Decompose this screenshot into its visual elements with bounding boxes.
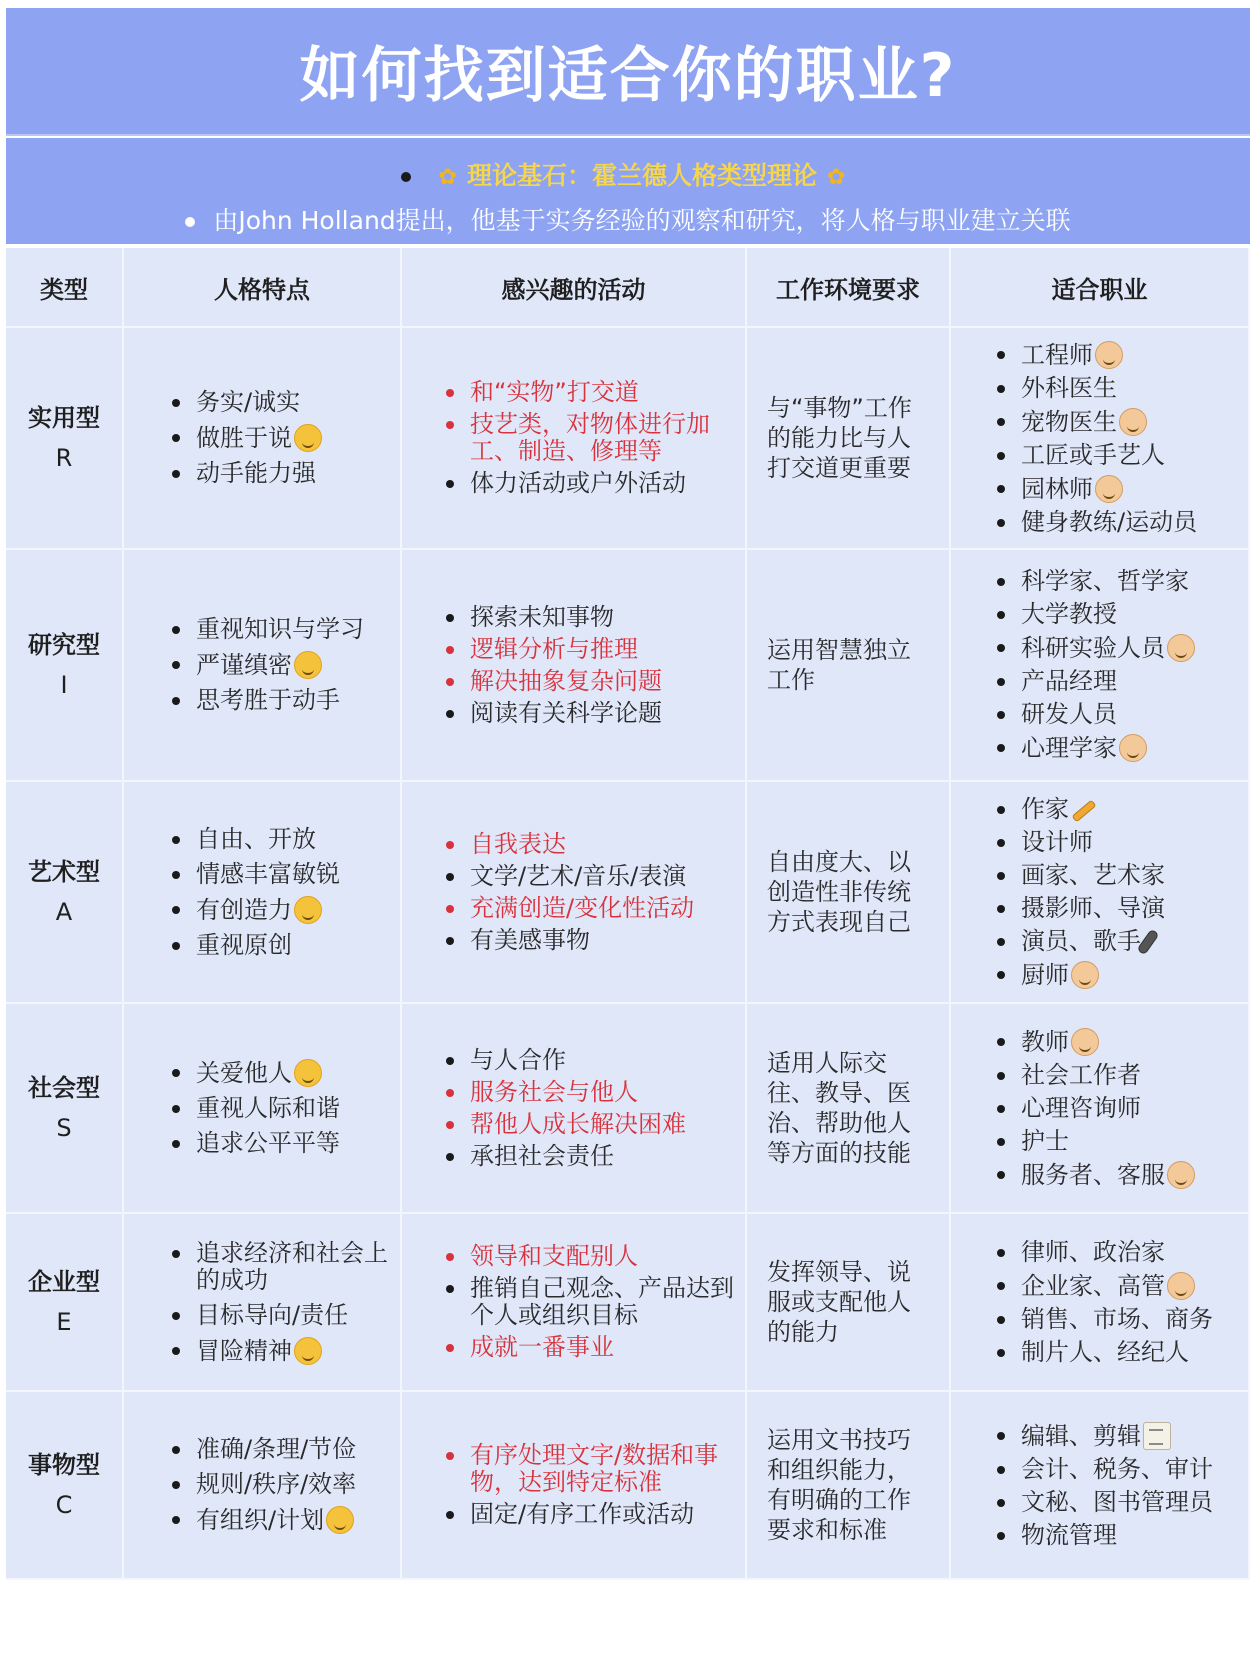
jobs-list xyxy=(951,341,1248,536)
trait-item xyxy=(164,861,400,888)
trait-text: 做胜于说 xyxy=(196,424,292,452)
job-item xyxy=(989,1272,1248,1300)
activities-list xyxy=(402,379,745,497)
type-code: A xyxy=(55,898,73,926)
jobs-list xyxy=(951,1028,1248,1189)
bullet-dot xyxy=(401,172,411,182)
theory-text: 理论基石：霍兰德人格类型理论 xyxy=(466,161,817,190)
job-item xyxy=(989,796,1248,823)
activities-cell xyxy=(402,1214,747,1392)
trait-text: 自由、开放 xyxy=(196,824,316,853)
face-emoji-icon xyxy=(294,896,322,924)
trait-text: 追求公平平等 xyxy=(196,1129,340,1157)
job-text: 健身教练/运动员 xyxy=(1021,507,1198,536)
activity-item: 探索未知事物 xyxy=(438,604,745,631)
trait-text: 重视原创 xyxy=(196,930,292,959)
job-text: 会计、税务、审计 xyxy=(1021,1454,1213,1483)
trait-text: 重视知识与学习 xyxy=(196,615,364,643)
job-item xyxy=(989,509,1248,536)
activity-item: 解决抽象复杂问题 xyxy=(438,668,745,695)
activities-list xyxy=(402,1243,745,1361)
environment-cell: 适用人际交往、教导、医治、帮助他人等方面的技能 xyxy=(747,1004,951,1214)
traits-cell xyxy=(124,550,402,782)
trait-text: 规则/秩序/效率 xyxy=(196,1470,357,1498)
table-row xyxy=(6,328,1250,550)
person-emoji-icon xyxy=(1119,734,1147,762)
description-item xyxy=(6,199,1250,242)
environment-cell: 发挥领导、说服或支配他人的能力 xyxy=(747,1214,951,1392)
trait-text: 准确/条理/节俭 xyxy=(196,1435,357,1463)
job-text: 律师、政治家 xyxy=(1021,1237,1165,1266)
type-cell xyxy=(6,1214,124,1392)
pencil-emoji-icon xyxy=(1071,799,1096,822)
job-item xyxy=(989,601,1248,628)
trait-text: 重视人际和谐 xyxy=(196,1094,340,1122)
type-code: R xyxy=(55,444,73,472)
person-emoji-icon xyxy=(1071,961,1099,989)
activity-item: 有美感事物 xyxy=(438,927,745,954)
job-text: 外科医生 xyxy=(1021,373,1117,402)
type-name: 艺术型 xyxy=(28,858,100,886)
type-code: S xyxy=(56,1114,72,1142)
trait-item xyxy=(164,1240,400,1294)
trait-item xyxy=(164,460,400,487)
header-row xyxy=(6,248,1250,328)
activity-item: 技艺类，对物体进行加工、制造、修理等 xyxy=(438,411,745,465)
environment-cell: 与“事物”工作的能力比与人打交道更重要 xyxy=(747,328,951,550)
holland-table xyxy=(6,248,1250,1580)
job-text: 设计师 xyxy=(1021,827,1093,856)
jobs-list xyxy=(951,1422,1248,1549)
job-text: 服务者、客服 xyxy=(1021,1160,1165,1189)
activities-list xyxy=(402,1047,745,1170)
trait-item xyxy=(164,1337,400,1365)
job-item xyxy=(989,408,1248,436)
job-item xyxy=(989,1239,1248,1266)
header-type: 类型 xyxy=(6,248,124,328)
job-item xyxy=(989,895,1248,922)
type-name: 实用型 xyxy=(28,404,100,432)
trait-item xyxy=(164,1506,400,1534)
trait-text: 有组织/计划 xyxy=(196,1506,325,1534)
theory-item xyxy=(6,154,1250,199)
table-row xyxy=(6,1004,1250,1214)
activities-cell xyxy=(402,550,747,782)
job-item xyxy=(989,375,1248,402)
type-code: I xyxy=(60,671,68,699)
job-item xyxy=(989,1062,1248,1089)
job-item xyxy=(989,734,1248,762)
person-emoji-icon xyxy=(1095,475,1123,503)
person-emoji-icon xyxy=(1071,1028,1099,1056)
trait-text: 动手能力强 xyxy=(196,459,316,487)
traits-list xyxy=(124,616,400,714)
type-cell xyxy=(6,782,124,1004)
activities-cell xyxy=(402,782,747,1004)
job-text: 演员、歌手 xyxy=(1021,926,1141,955)
header-traits: 人格特点 xyxy=(124,248,402,328)
sunflower-icon: ✿ xyxy=(827,165,846,190)
activities-cell xyxy=(402,1004,747,1214)
trait-item xyxy=(164,1130,400,1157)
trait-item xyxy=(164,1471,400,1498)
traits-list xyxy=(124,1240,400,1365)
person-emoji-icon xyxy=(1167,634,1195,662)
job-item xyxy=(989,1456,1248,1483)
trait-text: 严谨缜密 xyxy=(196,651,292,679)
trait-text: 目标导向/责任 xyxy=(196,1300,349,1329)
page-title: 如何找到适合你的职业? xyxy=(299,41,957,111)
environment-cell: 自由度大、以创造性非传统方式表现自己 xyxy=(747,782,951,1004)
job-text: 社会工作者 xyxy=(1021,1060,1141,1089)
job-text: 厨师 xyxy=(1021,960,1069,989)
trait-text: 有创造力 xyxy=(196,895,292,924)
type-name: 研究型 xyxy=(28,631,100,659)
jobs-list xyxy=(951,1239,1248,1366)
table-row xyxy=(6,1214,1250,1392)
job-text: 教师 xyxy=(1021,1027,1069,1056)
job-item xyxy=(989,829,1248,856)
activity-item: 承担社会责任 xyxy=(438,1143,745,1170)
activity-item: 自我表达 xyxy=(438,831,745,858)
traits-cell xyxy=(124,1214,402,1392)
activity-item: 文学/艺术/音乐/表演 xyxy=(438,863,745,890)
job-item xyxy=(989,928,1248,955)
type-cell xyxy=(6,1004,124,1214)
job-text: 制片人、经纪人 xyxy=(1021,1337,1189,1366)
trait-item xyxy=(164,1436,400,1463)
trait-item xyxy=(164,424,400,452)
trait-text: 冒险精神 xyxy=(196,1336,292,1365)
job-item xyxy=(989,341,1248,369)
trait-item xyxy=(164,1059,400,1087)
activity-item: 有序处理文字/数据和事物，达到特定标准 xyxy=(438,1442,745,1496)
job-text: 销售、市场、商务 xyxy=(1021,1304,1213,1333)
description-text: 由John Holland提出，他基于实务经验的观察和研究，将人格与职业建立关联 xyxy=(213,206,1071,235)
job-text: 产品经理 xyxy=(1021,667,1117,695)
traits-list xyxy=(124,1436,400,1534)
traits-cell xyxy=(124,1004,402,1214)
activity-item: 阅读有关科学论题 xyxy=(438,700,745,727)
jobs-list xyxy=(951,568,1248,762)
traits-list xyxy=(124,826,400,959)
environment-cell: 运用文书技巧和组织能力，有明确的工作要求和标准 xyxy=(747,1392,951,1580)
type-cell xyxy=(6,550,124,782)
type-name: 事物型 xyxy=(28,1451,100,1479)
trait-item xyxy=(164,932,400,959)
job-item xyxy=(989,1306,1248,1333)
trait-item xyxy=(164,651,400,679)
intro-list xyxy=(6,154,1250,242)
job-item xyxy=(989,1339,1248,1366)
trait-item xyxy=(164,826,400,853)
jobs-cell xyxy=(951,1392,1250,1580)
job-text: 工程师 xyxy=(1021,340,1093,369)
trait-item xyxy=(164,389,400,416)
trait-text: 追求经济和社会上的成功 xyxy=(196,1238,388,1294)
job-text: 科研实验人员 xyxy=(1021,634,1165,662)
type-code: C xyxy=(55,1491,73,1519)
job-text: 摄影师、导演 xyxy=(1021,893,1165,922)
activity-item: 逻辑分析与推理 xyxy=(438,636,745,663)
activity-item: 服务社会与他人 xyxy=(438,1079,745,1106)
person-emoji-icon xyxy=(1095,341,1123,369)
jobs-cell xyxy=(951,328,1250,550)
job-item xyxy=(989,961,1248,989)
face-emoji-icon xyxy=(294,651,322,679)
trait-item xyxy=(164,1302,400,1329)
person-emoji-icon xyxy=(1167,1272,1195,1300)
table-body xyxy=(6,328,1250,1580)
bullet-dot xyxy=(185,217,195,227)
intro-section xyxy=(6,138,1250,244)
environment-cell: 运用智慧独立工作 xyxy=(747,550,951,782)
person-emoji-icon xyxy=(1119,408,1147,436)
job-item xyxy=(989,1095,1248,1122)
trait-item xyxy=(164,616,400,643)
face-emoji-icon xyxy=(294,1337,322,1365)
header-activities: 感兴趣的活动 xyxy=(402,248,747,328)
job-text: 画家、艺术家 xyxy=(1021,860,1165,889)
activities-cell xyxy=(402,328,747,550)
activity-item: 充满创造/变化性活动 xyxy=(438,895,745,922)
activities-list xyxy=(402,1442,745,1528)
traits-cell xyxy=(124,328,402,550)
job-item xyxy=(989,862,1248,889)
job-text: 大学教授 xyxy=(1021,600,1117,628)
face-emoji-icon xyxy=(294,424,322,452)
person-emoji-icon xyxy=(1167,1161,1195,1189)
activity-item: 帮他人成长解决困难 xyxy=(438,1111,745,1138)
type-name: 企业型 xyxy=(28,1268,100,1296)
job-item xyxy=(989,668,1248,695)
jobs-cell xyxy=(951,782,1250,1004)
job-text: 文秘、图书管理员 xyxy=(1021,1487,1213,1516)
job-text: 宠物医生 xyxy=(1021,407,1117,436)
jobs-list xyxy=(951,796,1248,989)
trait-text: 关爱他人 xyxy=(196,1059,292,1087)
activities-list xyxy=(402,604,745,727)
activities-list xyxy=(402,831,745,954)
job-text: 作家 xyxy=(1021,794,1069,823)
job-text: 护士 xyxy=(1021,1126,1069,1155)
job-item xyxy=(989,1489,1248,1516)
activity-item: 体力活动或户外活动 xyxy=(438,470,745,497)
face-emoji-icon xyxy=(326,1506,354,1534)
job-item xyxy=(989,1422,1248,1450)
job-text: 园林师 xyxy=(1021,474,1093,503)
job-text: 企业家、高管 xyxy=(1021,1271,1165,1300)
header-environment: 工作环境要求 xyxy=(747,248,951,328)
activity-item: 固定/有序工作或活动 xyxy=(438,1501,745,1528)
job-item xyxy=(989,475,1248,503)
activity-item: 与人合作 xyxy=(438,1047,745,1074)
jobs-cell xyxy=(951,1004,1250,1214)
table-row xyxy=(6,782,1250,1004)
job-item xyxy=(989,1028,1248,1056)
job-item xyxy=(989,634,1248,662)
job-item xyxy=(989,1161,1248,1189)
type-cell xyxy=(6,328,124,550)
trait-item xyxy=(164,1095,400,1122)
activity-item: 和“实物”打交道 xyxy=(438,379,745,406)
traits-list xyxy=(124,389,400,487)
activity-item: 成就一番事业 xyxy=(438,1334,745,1361)
sunflower-icon: ✿ xyxy=(438,165,457,190)
trait-text: 情感丰富敏锐 xyxy=(196,859,340,888)
trait-text: 务实/诚实 xyxy=(196,388,301,416)
activities-cell xyxy=(402,1392,747,1580)
job-text: 研发人员 xyxy=(1021,700,1117,728)
job-text: 工匠或手艺人 xyxy=(1021,440,1165,469)
trait-item xyxy=(164,896,400,924)
job-item xyxy=(989,1522,1248,1549)
trait-text: 思考胜于动手 xyxy=(196,686,340,714)
job-text: 心理咨询师 xyxy=(1021,1093,1141,1122)
jobs-cell xyxy=(951,1214,1250,1392)
job-item xyxy=(989,568,1248,595)
type-code: E xyxy=(56,1308,72,1336)
header-jobs: 适合职业 xyxy=(951,248,1250,328)
trait-item xyxy=(164,687,400,714)
job-item xyxy=(989,701,1248,728)
memo-emoji-icon xyxy=(1143,1422,1171,1450)
job-text: 物流管理 xyxy=(1021,1520,1117,1549)
job-text: 心理学家 xyxy=(1021,734,1117,762)
face-emoji-icon xyxy=(294,1059,322,1087)
activity-item: 领导和支配别人 xyxy=(438,1243,745,1270)
traits-list xyxy=(124,1059,400,1157)
type-cell xyxy=(6,1392,124,1580)
title-banner xyxy=(6,8,1250,136)
type-name: 社会型 xyxy=(28,1074,100,1102)
job-text: 科学家、哲学家 xyxy=(1021,567,1189,595)
job-text: 编辑、剪辑 xyxy=(1021,1421,1141,1450)
table-row xyxy=(6,550,1250,782)
job-item xyxy=(989,1128,1248,1155)
traits-cell xyxy=(124,1392,402,1580)
traits-cell xyxy=(124,782,402,1004)
table-row xyxy=(6,1392,1250,1580)
activity-item: 推销自己观念、产品达到个人或组织目标 xyxy=(438,1275,745,1329)
job-item xyxy=(989,442,1248,469)
jobs-cell xyxy=(951,550,1250,782)
